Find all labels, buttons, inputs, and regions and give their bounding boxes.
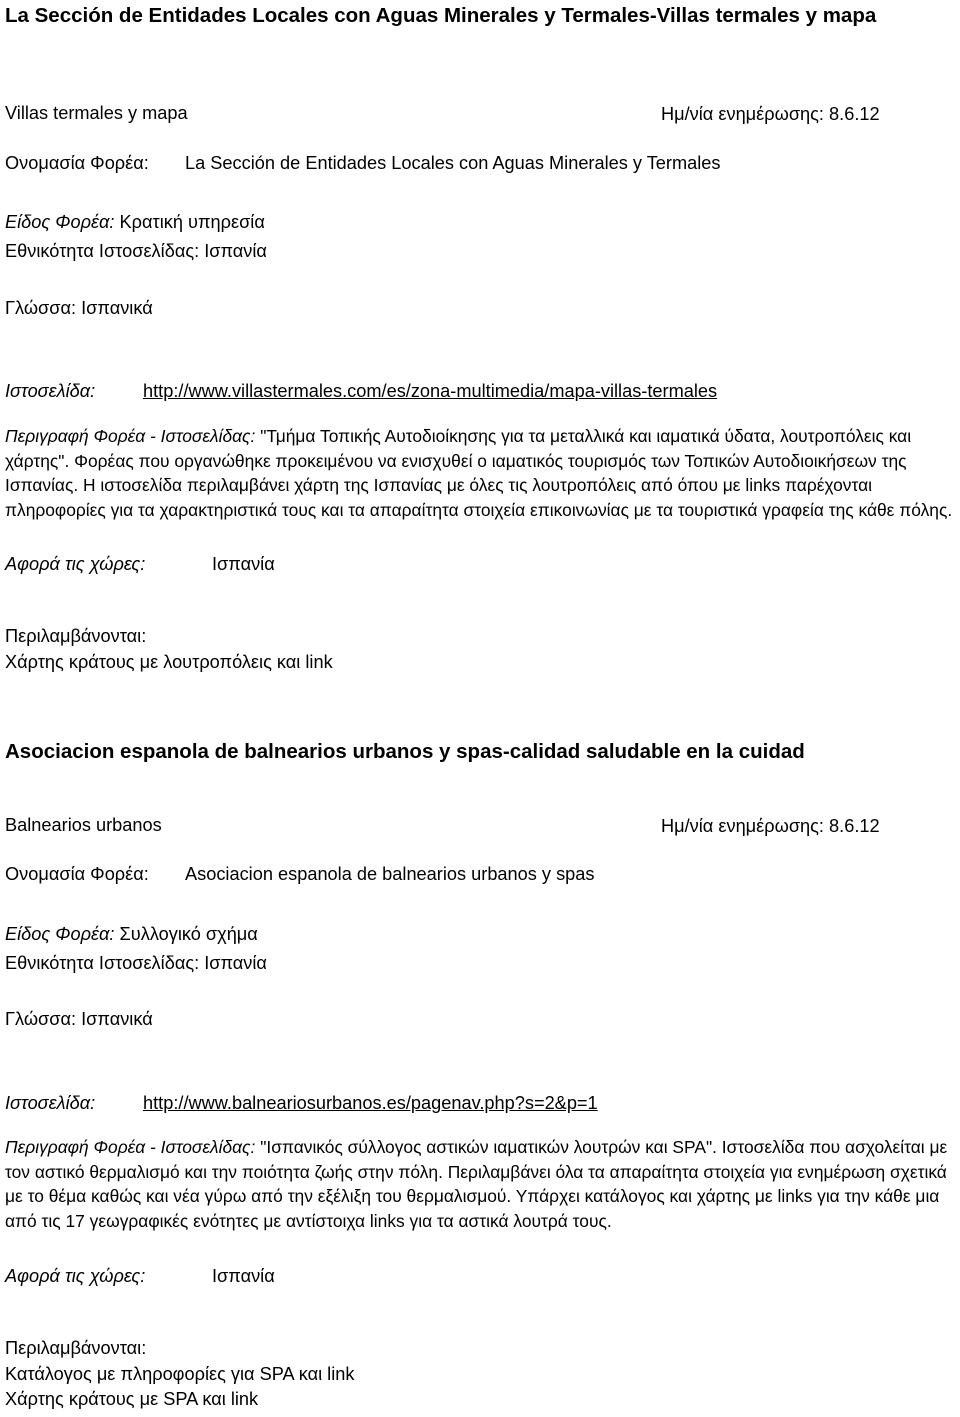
language-label: Γλώσσα:	[5, 1009, 77, 1029]
language-label: Γλώσσα:	[5, 298, 77, 318]
org-type-value: Κρατική υπηρεσία	[119, 212, 265, 232]
entry-2-description	[5, 1135, 953, 1234]
entry-2-title: Asociacion espanola de balnearios urbanos y spas-calidad saludable en la cuidad	[5, 740, 805, 763]
entry-2-countries: Ισπανία	[212, 1266, 275, 1286]
entry-1-subtitle: Villas termales y mapa	[5, 103, 188, 123]
entry-1-nationality	[5, 239, 267, 263]
entry-1-countries: Ισπανία	[212, 554, 275, 574]
entry-2-nationality	[5, 951, 267, 975]
entry-1-org-type	[5, 210, 265, 234]
nationality-value: Ισπανία	[204, 241, 267, 261]
org-type-label: Είδος Φορέα:	[5, 212, 115, 232]
entry-2-org-name-label: Ονομασία Φορέα:	[5, 864, 149, 884]
description-text: "Τμήμα Τοπικής Αυτοδιοίκησης για τα μεταλλικά και ιαματικά ύδατα, λουτροπόλεις και χάρτης". Φορέας που οργανώθηκε προκειμένου να ενισχυθεί ο ιαματικός τουρισμός των Τοπικών Αυτοδιοικήσεων της Ισπανίας. Η ιστοσελίδα περιλαμβάνει χάρτη της Ισπανίας με όλες τις λουτροπόλεις από όπου με links παρέχονται πληροφορίες για τα χαρακτηριστικά τους και τα απαραίτητα στοιχεία επικοινωνίας με τα τουριστικά γραφεία της κάθε πόλης.	[5, 426, 953, 521]
entry-2-subtitle: Balnearios urbanos	[5, 815, 162, 835]
entry-2-website-label: Ιστοσελίδα:	[5, 1093, 96, 1113]
entry-1-title: La Sección de Entidades Locales con Aguas Minerales y Termales-Villas termales y mapa	[5, 4, 877, 27]
entry-1-update	[661, 102, 880, 126]
description-label: Περιγραφή Φορέα - Ιστοσελίδας:	[5, 426, 256, 446]
nationality-value: Ισπανία	[204, 953, 267, 973]
update-date: 8.6.12	[829, 816, 880, 836]
entry-2-includes-item-2: Χάρτης κράτους με SPA και link	[5, 1389, 259, 1409]
language-value: Ισπανικά	[81, 298, 153, 318]
update-label: Ημ/νία ενημέρωσης:	[661, 104, 824, 124]
update-label: Ημ/νία ενημέρωσης:	[661, 816, 824, 836]
description-text: "Ισπανικός σύλλογος αστικών ιαματικών λουτρών και SPA". Ιστοσελίδα που ασχολείται με τον αστικό θερμαλισμό και την ποιότητα ζωής στην πόλη. Περιλαμβάνει όλα τα απαραίτητα στοιχεία για ενημέρωση σχετικά με το θέμα καθώς και νέα γύρω από την εξέλιξη του θερμαλισμού. Υπάρχει κατάλογος και χάρτης με links για την κάθε μια από τις 17 γεωγραφικές ενότητες με αντίστοιχα links για τα αστικά λουτρά τους.	[5, 1137, 948, 1232]
entry-2-countries-label: Αφορά τις χώρες:	[5, 1266, 146, 1286]
update-date: 8.6.12	[829, 104, 880, 124]
entry-2-org-type	[5, 922, 258, 946]
org-type-label: Είδος Φορέα:	[5, 924, 115, 944]
entry-2-website-link[interactable]: http://www.balneariosurbanos.es/pagenav.php?s=2&p=1	[143, 1093, 598, 1113]
entry-2-language	[5, 1007, 153, 1031]
nationality-label: Εθνικότητα Ιστοσελίδας:	[5, 953, 200, 973]
entry-1-description	[5, 424, 953, 523]
entry-1-language	[5, 296, 153, 320]
description-label: Περιγραφή Φορέα - Ιστοσελίδας:	[5, 1137, 256, 1157]
entry-1-website-label: Ιστοσελίδα:	[5, 381, 96, 401]
entry-1-org-name-label: Ονομασία Φορέα:	[5, 153, 149, 173]
entry-1-includes-label: Περιλαμβάνονται:	[5, 626, 147, 646]
entry-2-update	[661, 814, 880, 838]
entry-2-includes-item-1: Κατάλογος με πληροφορίες για SPA και link	[5, 1364, 355, 1384]
org-type-value: Συλλογικό σχήμα	[119, 924, 258, 944]
language-value: Ισπανικά	[81, 1009, 153, 1029]
entry-2-org-name: Asociacion espanola de balnearios urbanos y spas	[185, 864, 595, 884]
entry-1-includes-item: Χάρτης κράτους με λουτροπόλεις και link	[5, 652, 333, 672]
entry-2-includes-label: Περιλαμβάνονται:	[5, 1338, 147, 1358]
nationality-label: Εθνικότητα Ιστοσελίδας:	[5, 241, 200, 261]
entry-1-org-name: La Sección de Entidades Locales con Aguas Minerales y Termales	[185, 153, 721, 173]
entry-1-countries-label: Αφορά τις χώρες:	[5, 554, 146, 574]
entry-1-website-link[interactable]: http://www.villastermales.com/es/zona-multimedia/mapa-villas-termales	[143, 381, 718, 401]
